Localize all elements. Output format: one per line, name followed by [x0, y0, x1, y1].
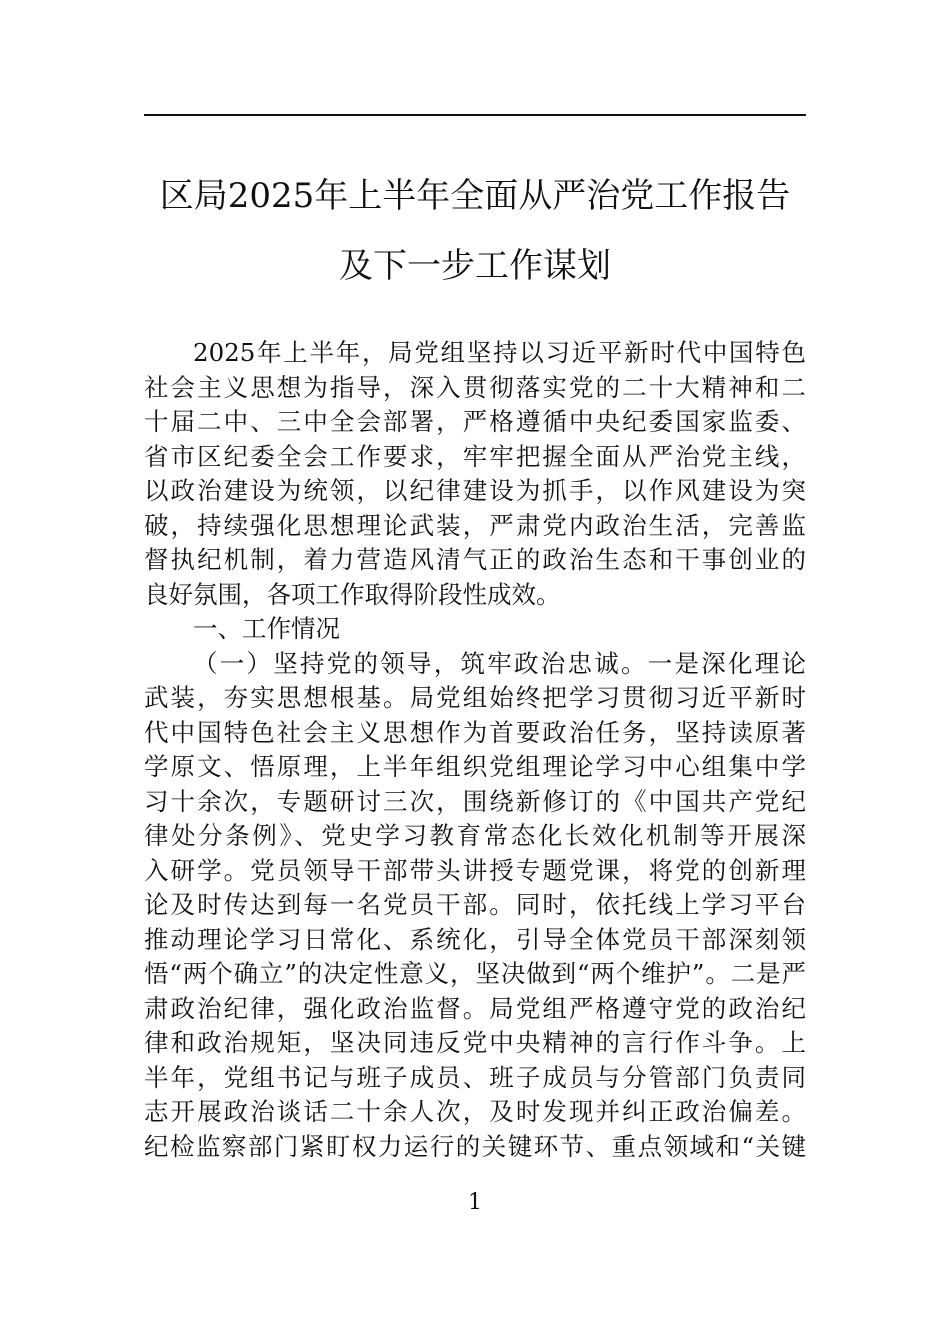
paragraph-line: 以政治建设为统领，以纪律建设为抓手，以作风建设为突 [144, 476, 806, 505]
paragraph-line: 肃政治纪律，强化政治监督。局党组严格遵守党的政治纪 [144, 993, 806, 1023]
paragraph-line: 破，持续强化思想理论武装，严肃党内政治生活，完善监 [144, 510, 806, 540]
document-body [144, 336, 806, 1164]
paragraph-line: 推动理论学习日常化、系统化，引导全体党员干部深刻领 [144, 924, 806, 954]
paragraph-line: （一）坚持党的领导，筑牢政治忠诚。一是深化理论 [193, 648, 806, 678]
paragraph-line: 学原文、悟原理，上半年组织党组理论学习中心组集中学 [144, 752, 806, 781]
paragraph-line: 代中国特色社会主义思想作为首要政治任务，坚持读原著 [144, 717, 806, 747]
paragraph-line: 2025年上半年，局党组坚持以习近平新时代中国特色 [193, 338, 806, 367]
paragraph-line: 社会主义思想为指导，深入贯彻落实党的二十大精神和二 [144, 372, 806, 402]
header-rule [144, 114, 806, 116]
paragraph-line: 省市区纪委全会工作要求，牢牢把握全面从严治党主线， [144, 441, 806, 471]
paragraph-line: 习十余次，专题研讨三次，围绕新修订的《中国共产党纪 [144, 786, 806, 816]
paragraph-line: 律和政治规矩，坚决同违反党中央精神的言行作斗争。上 [144, 1028, 806, 1057]
page-number: 1 [468, 1190, 482, 1215]
paragraph-line: 武装，夯实思想根基。局党组始终把学习贯彻习近平新时 [144, 683, 806, 712]
paragraph-line: 律处分条例》、党史学习教育常态化长效化机制等开展深 [144, 821, 806, 850]
paragraph-line: 纪检监察部门紧盯权力运行的关键环节、重点领域和“关键 [144, 1131, 806, 1161]
paragraph-line: 良好氛围，各项工作取得阶段性成效。 [144, 579, 561, 609]
paragraph-line: 志开展政治谈话二十余人次，及时发现并纠正政治偏差。 [144, 1097, 806, 1126]
paragraph-line: 半年，党组书记与班子成员、班子成员与分管部门负责同 [144, 1062, 806, 1092]
paragraph-line: 入研学。党员领导干部带头讲授专题党课，将党的创新理 [144, 855, 806, 885]
document-title-line-1: 区局2025年上半年全面从严治党工作报告 [159, 176, 791, 216]
document-title-line-2: 及下一步工作谋划 [339, 246, 611, 286]
paragraph-line: 悟“两个确立”的决定性意义，坚决做到“两个维护”。二是严 [144, 959, 806, 988]
section-heading: 一、工作情况 [193, 614, 340, 643]
paragraph-line: 十届二中、三中全会部署，严格遵循中央纪委国家监委、 [144, 407, 806, 436]
paragraph-line: 论及时传达到每一名党员干部。同时，依托线上学习平台 [144, 890, 806, 919]
paragraph-line: 督执纪机制，着力营造风清气正的政治生态和干事创业的 [144, 545, 806, 574]
